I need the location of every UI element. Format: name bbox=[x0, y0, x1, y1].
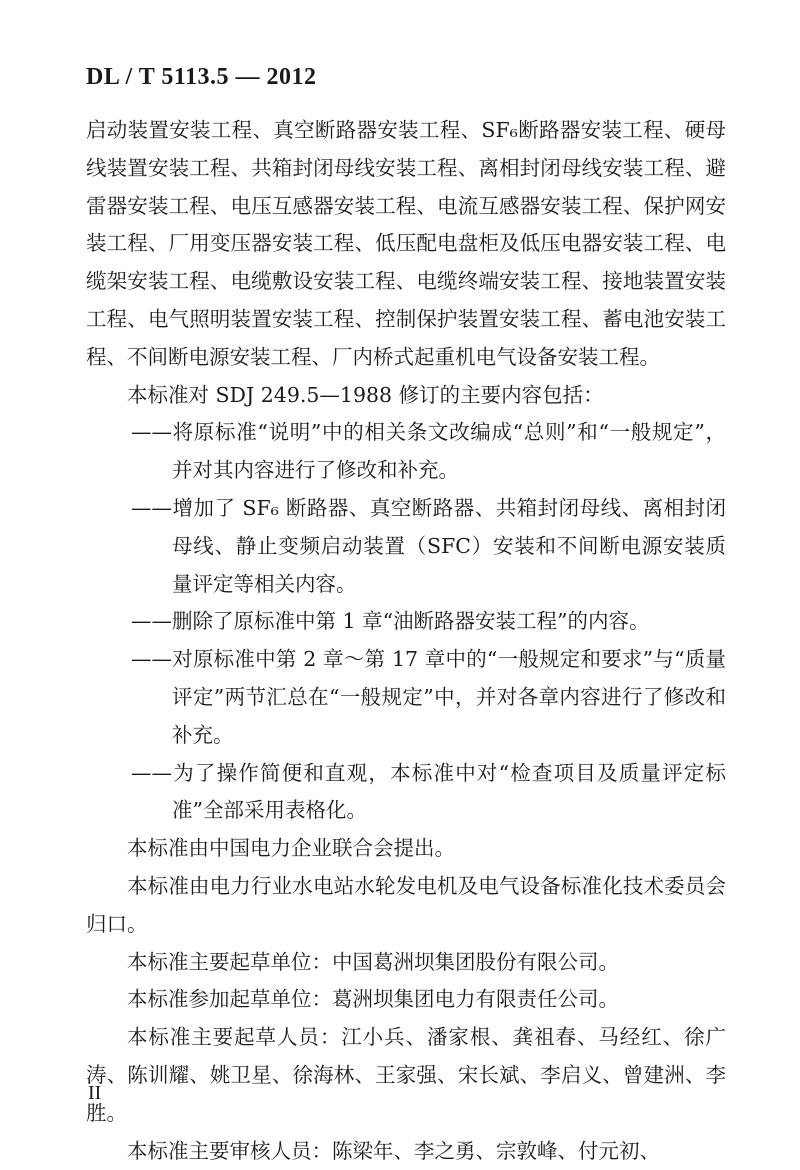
body-text bbox=[86, 112, 726, 1170]
revision-item-4: ——对原标准中第 2 章～第 17 章中的“一般规定和要求”与“质量评定”两节汇总在“一般规定”中，并对各章内容进行了修改和补充。 bbox=[131, 647, 726, 747]
revision-item-3: ——删除了原标准中第 1 章“油断路器安装工程”的内容。 bbox=[131, 609, 650, 634]
document-code: DL / T 5113.5 — 2012 bbox=[86, 64, 317, 90]
paragraph-managed-by: 本标准由电力行业水电站水轮发电机及电气设备标准化技术委员会归口。 bbox=[86, 873, 726, 936]
paragraph-scope-list: 启动装置安装工程、真空断路器安装工程、SF₆断路器安装工程、硬母线装置安装工程、共箱封闭母线安装工程、离相封闭母线安装工程、避雷器安装工程、电压互感器安装工程、电流互感器安装工程、保护网安装工程、厂用变压器安装工程、低压配电盘柜及低压电器安装工程、电缆架安装工程、电缆敷设安装工程、电缆终端安装工程、接地装置安装工程、电气照明装置安装工程、控制保护装置安装工程、蓄电池安装工程、不间断电源安装工程、厂内桥式起重机电气设备安装工程。 bbox=[86, 118, 726, 369]
paragraph-main-drafters: 本标准主要起草人员：江小兵、潘家根、龚祖春、马经红、徐广涛、陈训耀、姚卫星、徐海林、王家强、宋长斌、李启义、曾建洲、李胜。 bbox=[86, 1025, 726, 1125]
revision-item-1: ——将原标准“说明”中的相关条文改编成“总则”和“一般规定”，并对其内容进行了修改和补充。 bbox=[131, 420, 726, 483]
revision-item-2: ——增加了 SF₆ 断路器、真空断路器、共箱封闭母线、离相封闭母线、静止变频启动装置（SFC）安装和不间断电源安装质量评定等相关内容。 bbox=[131, 495, 726, 596]
paragraph-participating-unit: 本标准参加起草单位：葛洲坝集团电力有限责任公司。 bbox=[127, 987, 619, 1012]
paragraph-main-drafting-unit: 本标准主要起草单位：中国葛洲坝集团股份有限公司。 bbox=[127, 949, 619, 974]
page-number: II bbox=[88, 1082, 102, 1104]
paragraph-main-reviewers: 本标准主要审核人员：陈梁年、李之勇、宗敦峰、付元初、 bbox=[127, 1138, 660, 1163]
revision-item-5: ——为了操作简便和直观，本标准中对“检查项目及质量评定标准”全部采用表格化。 bbox=[131, 760, 726, 823]
paragraph-revision-intro: 本标准对 SDJ 249.5—1988 修订的主要内容包括： bbox=[127, 382, 604, 407]
paragraph-proposed-by: 本标准由中国电力企业联合会提出。 bbox=[127, 836, 455, 861]
